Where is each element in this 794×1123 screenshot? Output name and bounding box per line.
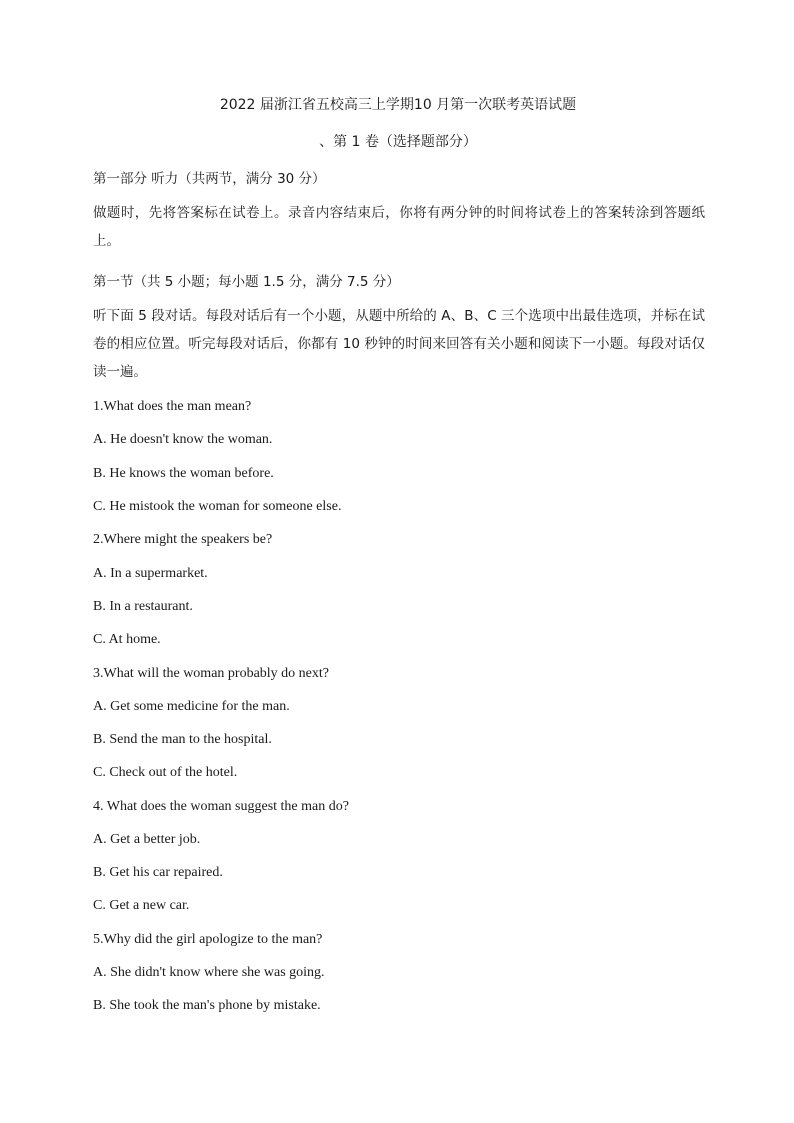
exam-title: 2022 届浙江省五校高三上学期10 月第一次联考英语试题 — [219, 97, 577, 113]
question-3-option-a: A. Get some medicine for the man. — [93, 699, 290, 714]
question-3-option-b: B. Send the man to the hospital. — [93, 732, 272, 747]
exam-subtitle: 、第 1 卷（选择题部分） — [319, 134, 477, 150]
section1-heading: 第一节（共 5 小题；每小题 1.5 分，满分 7.5 分） — [93, 274, 400, 290]
question-5-option-a: A. She didn't know where she was going. — [93, 965, 325, 980]
question-2-option-b: B. In a restaurant. — [93, 599, 193, 614]
question-4-option-b: B. Get his car repaired. — [93, 865, 223, 880]
question-5-stem: 5.Why did the girl apologize to the man? — [93, 932, 323, 947]
question-2-stem: 2.Where might the speakers be? — [93, 532, 273, 547]
question-1-option-b: B. He knows the woman before. — [93, 466, 274, 481]
question-3-stem: 3.What will the woman probably do next? — [93, 666, 329, 681]
question-2-option-a: A. In a supermarket. — [93, 566, 208, 581]
question-4-stem: 4. What does the woman suggest the man do? — [93, 799, 349, 814]
question-1-stem: 1.What does the man mean? — [93, 399, 252, 414]
question-4-option-a: A. Get a better job. — [93, 832, 201, 847]
question-3-option-c: C. Check out of the hotel. — [93, 765, 238, 780]
question-1-option-a: A. He doesn't know the woman. — [93, 432, 273, 447]
question-4-option-c: C. Get a new car. — [93, 898, 190, 913]
question-1-option-c: C. He mistook the woman for someone else. — [93, 499, 342, 514]
question-2-option-c: C. At home. — [93, 632, 161, 647]
question-5-option-b: B. She took the man's phone by mistake. — [93, 998, 321, 1013]
part1-instructions: 做题时，先将答案标在试卷上。录音内容结束后，你将有两分钟的时间将试卷上的答案转涂到答题纸上。 — [93, 205, 705, 249]
section1-instructions: 听下面 5 段对话。每段对话后有一个小题，从题中所给的 A、B、C 三个选项中出最佳选项，并标在试卷的相应位置。听完每段对话后，你都有 10 秒钟的时间来回答有关小题和阅读下一小题。每段对话仅读一遍。 — [93, 308, 705, 380]
part1-heading: 第一部分 听力（共两节，满分 30 分） — [93, 171, 326, 187]
